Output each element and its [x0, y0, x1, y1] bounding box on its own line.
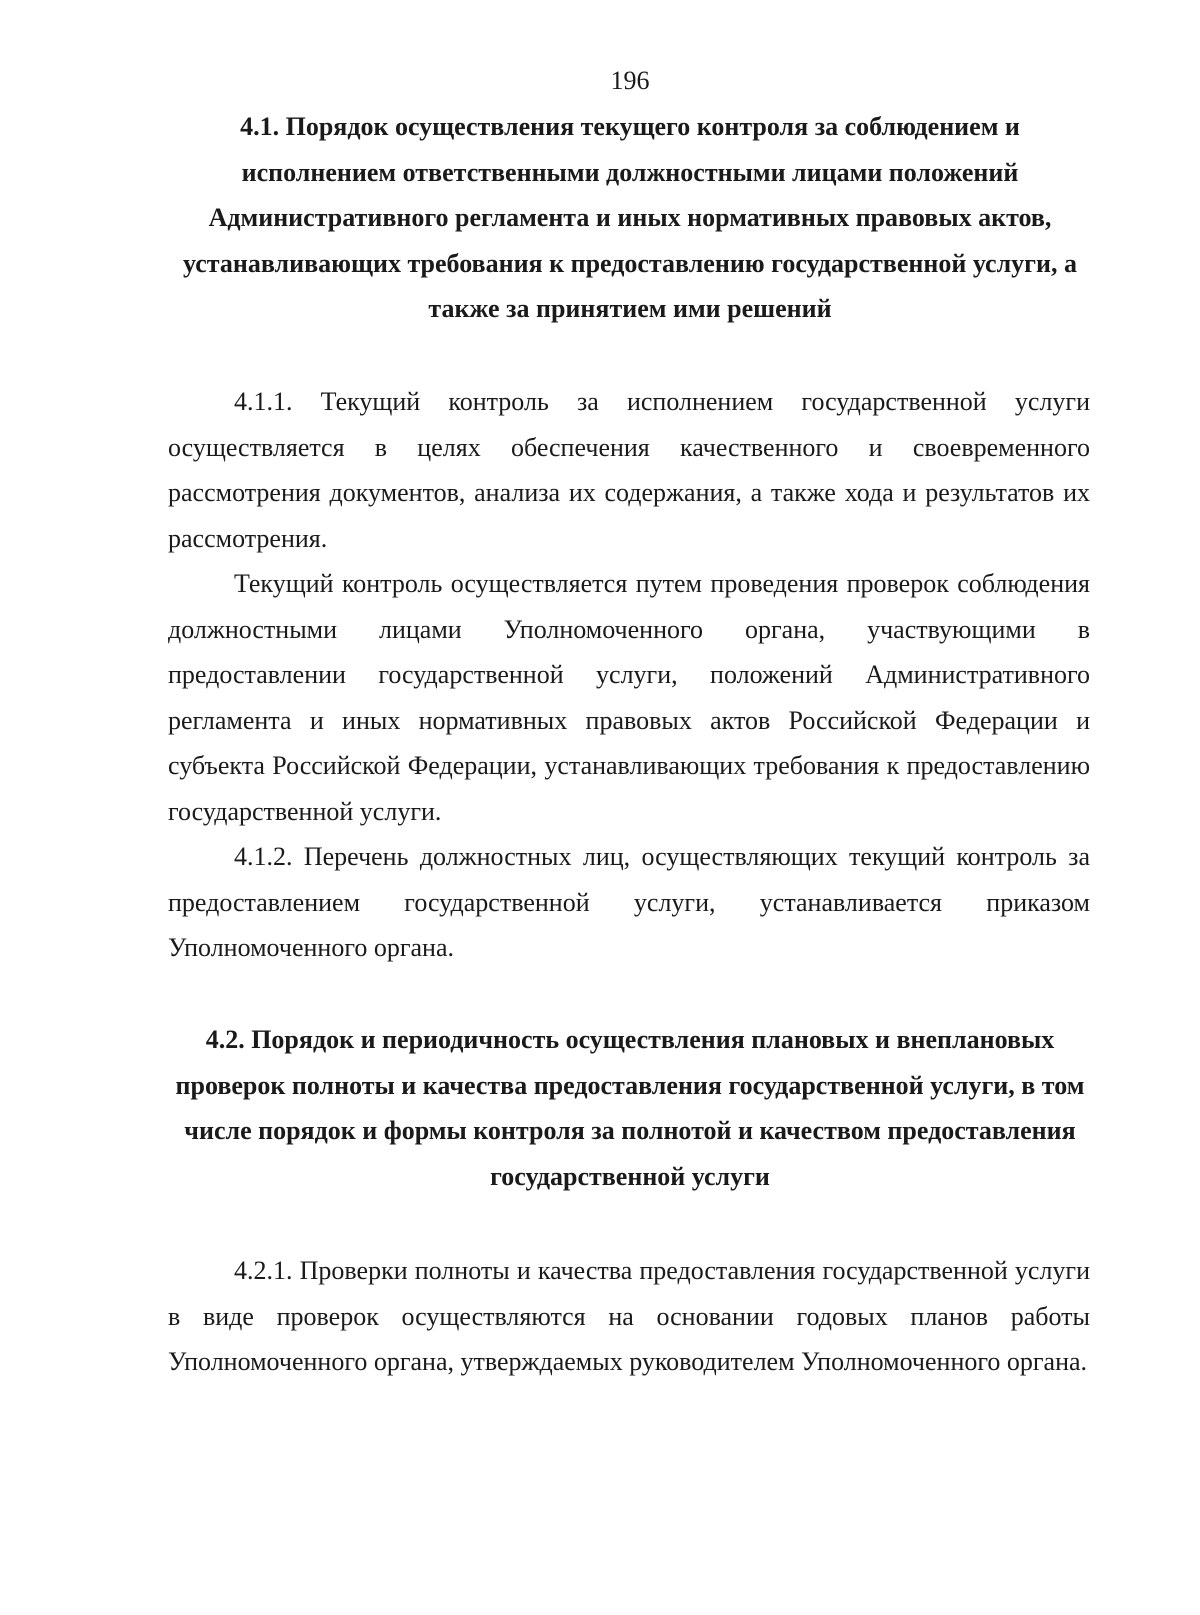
paragraph-4-1-1: 4.1.1. Текущий контроль за исполнением государственной услуги осуществляется в целях обеспечения качественного и своевременного рассмотрения документов, анализа их содержания, а также хода и результатов их рассмотрения.	[168, 387, 1090, 553]
paragraph-current-control: Текущий контроль осуществляется путем проведения проверок соблюдения должностными лицами Уполномоченного органа, участвующими в предоставлении государственной услуги, положений Административного регламента и иных нормативных правовых актов Российской Федерации и субъекта Российской Федерации, устанавливающих требования к предоставлению государственной услуги.	[168, 569, 1090, 826]
section-body-4-1	[168, 379, 1090, 971]
paragraph-4-2-1: 4.2.1. Проверки полноты и качества предоставления государственной услуги в виде проверок осуществляются на основании годовых планов работы Уполномоченного органа, утверждаемых руководителем Уполномоченного органа.	[168, 1256, 1090, 1376]
paragraph-4-1-2: 4.1.2. Перечень должностных лиц, осуществляющих текущий контроль за предоставлением государственной услуги, устанавливается приказом Уполномоченного органа.	[168, 842, 1090, 962]
section-heading-4-2: 4.2. Порядок и периодичность осуществления плановых и внеплановых проверок полноты и качества предоставления государственной услуги, в том числе порядок и формы контроля за полнотой и качеством предоставления государственной услуги	[175, 1025, 1085, 1191]
section-body-4-2	[168, 1248, 1090, 1385]
section-heading-4-1: 4.1. Порядок осуществления текущего контроля за соблюдением и исполнением ответственными должностными лицами положений Административного регламента и иных нормативных правовых актов, устанавливающих требования к предоставлению государственной услуги, а также за принятием ими решений	[183, 112, 1077, 323]
page-number: 196	[610, 66, 650, 95]
